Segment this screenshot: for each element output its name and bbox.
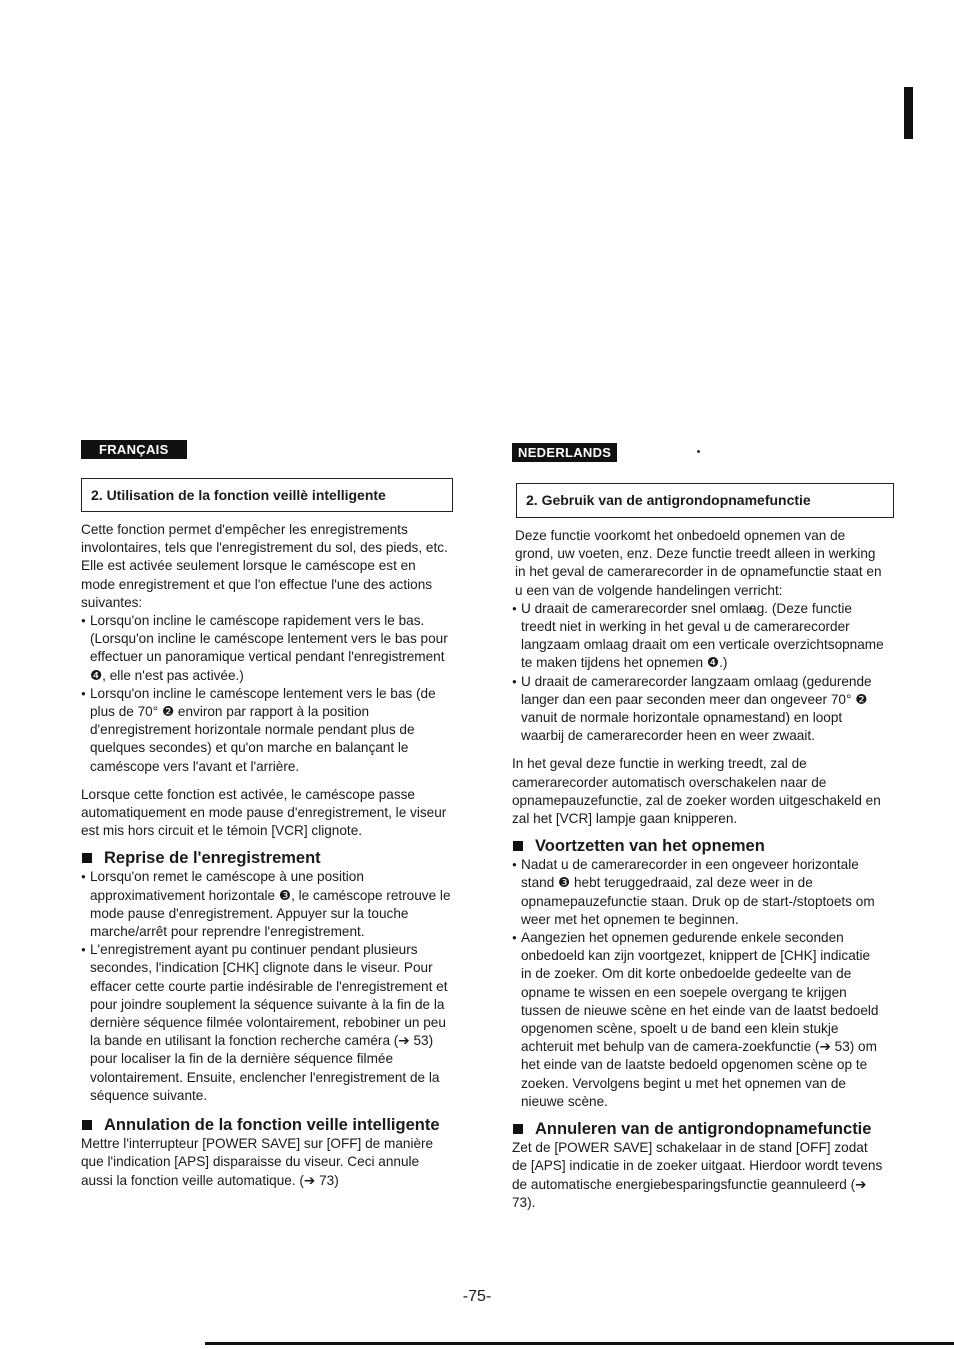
column-nederlands	[512, 443, 884, 1212]
language-badge-francais: FRANÇAIS	[81, 440, 187, 459]
subheading-text: Reprise de l'enregistrement	[104, 849, 321, 868]
subheading-annuleren	[512, 1119, 884, 1139]
chapter-tab-mark	[904, 87, 913, 139]
intro-paragraph: Cette fonction permet d'empêcher les enregistrements involontaires, tels que l'enregistrement du sol, des pieds, etc. Elle est activée seulement lorsque le caméscope est en mode enregistrement et que l'on effectue l'une des actions suivantes:	[81, 522, 448, 610]
list-item: ● Lorsqu'on incline le caméscope rapidement vers le bas. (Lorsqu'on incline le caméscope lentement vers le bas pour effectuer un panoramique vertical pendant l'enregistrement ❹, elle n'est pas activée.)	[81, 612, 453, 685]
list-item: ● L'enregistrement ayant pu continuer pendant plusieurs secondes, l'indication [CHK] clignote dans le viseur. Pour effacer cette courte partie indésirable de l'enregistrement et pour joindre souplement la séquence suivante à la fin de la dernière séquence filmée volontairement, rebobiner un peu la bande en utilisant la fonction recherche caméra (➔ 53) pour localiser la fin de la dernière séquence filmée volontairement. Ensuite, enclencher l'enregistrement de la séquence suivante.	[81, 941, 453, 1105]
subheading-voortzetten	[512, 836, 884, 856]
annulation-paragraph: Mettre l'interrupteur [POWER SAVE] sur [OFF] de manière que l'indication [APS] disparaisse du viseur. Ceci annule aussi la fonction veille automatique. (➔ 73)	[81, 1136, 434, 1188]
subheading-annulation	[81, 1115, 453, 1135]
page-number: -75-	[462, 1288, 492, 1305]
trigger-list	[512, 600, 884, 746]
subheading-text: Voortzetten van het opnemen	[535, 837, 765, 856]
column-francais	[81, 440, 453, 1190]
subheading-reprise	[81, 848, 453, 868]
list-item: ● U draait de camerarecorder langzaam omlaag (gedurende langer dan een paar seconden meer dan ongeveer 70° ❷ vanuit de normale horizontale opnamestand) en loopt waarbij de camerarecorder heen en weer zwaait.	[512, 673, 884, 746]
section-title-box: 2. Gebruik van de antigrondopnamefunctie	[516, 483, 894, 518]
voortzetten-list	[512, 856, 884, 1111]
trigger-list	[81, 612, 453, 776]
annuleren-paragraph: Zet de [POWER SAVE] schakelaar in de stand [OFF] zodat de [APS] indicatie in de zoeker uitgaat. Hierdoor wordt tevens de automatische energiebesparingsfunctie geannuleerd (➔ 73).	[512, 1140, 883, 1210]
activation-paragraph: In het geval deze functie in werking treedt, zal de camerarecorder automatisch overschakelen naar de opnamepauzefunctie, zal de zoeker worden uitgeschakeld en zal het [VCR] lampje gaan knipperen.	[512, 756, 881, 827]
list-item: ● Lorsqu'on remet le caméscope à une position approximativement horizontale ❸, le caméscope retrouve le mode pause d'enregistrement. Appuyer sur la touche marche/arrêt pour reprendre l'enregistrement.	[81, 868, 453, 941]
square-bullet-icon	[513, 1124, 523, 1134]
bottom-rule	[205, 1342, 954, 1345]
activation-paragraph: Lorsque cette fonction est activée, le caméscope passe automatiquement en mode pause d'enregistrement, le viseur est mis hors circuit et le témoin [VCR] clignote.	[81, 786, 447, 839]
square-bullet-icon	[82, 1120, 92, 1130]
list-item: ● Nadat u de camerarecorder in een ongeveer horizontale stand ❸ hebt teruggedraaid, zal deze weer in de opnamepauzefunctie staan. Druk op de start-/stoptoets om weer met het opnemen te beginnen.	[512, 856, 884, 929]
list-item: ● U draait de camerarecorder snel omlaag. (Deze functie treedt niet in werking in het geval u de camerarecorder langzaam omlaag draait om een verticale overzichtsopname te maken tijdens het opnemen ❹.)	[512, 600, 884, 673]
list-item: ● Aangezien het opnemen gedurende enkele seconden onbedoeld kan zijn voortgezet, knippert de [CHK] indicatie in de zoeker. Om dit korte onbedoelde gedeelte van de opname te wissen en een soepele overgang te krijgen tussen de nieuwe scène en het einde van de laatst bedoeld opgenomen scène, spoelt u de band een klein stukje achteruit met behulp van de camera-zoekfunctie (➔ 53) om het einde van de laatste bedoeld opgenomen scène op te zoeken. Vervolgens begint u met het opnemen van de nieuwe scène.	[512, 929, 884, 1111]
language-badge-nederlands: NEDERLANDS	[512, 443, 617, 462]
square-bullet-icon	[513, 841, 523, 851]
subheading-text: Annuleren van de antigrondopnamefunctie	[535, 1120, 872, 1139]
reprise-list	[81, 868, 453, 1105]
section-title-box: 2. Utilisation de la fonction veillè intelligente	[81, 478, 453, 512]
subheading-text: Annulation de la fonction veille intelligente	[104, 1116, 440, 1135]
intro-paragraph: Deze functie voorkomt het onbedoeld opnemen van de grond, uw voeten, enz. Deze functie treedt alleen in werking in het geval de camerarecorder in de opnamefunctie staat en u een van de volgende handelingen verricht:	[515, 528, 882, 598]
square-bullet-icon	[82, 853, 92, 863]
list-item: ● Lorsqu'on incline le caméscope lentement vers le bas (de plus de 70° ❷ environ par rapport à la position d'enregistrement horizontale normale pendant plus de quelques secondes) et qu'on marche en balançant le caméscope vers l'avant et l'arrière.	[81, 685, 453, 776]
